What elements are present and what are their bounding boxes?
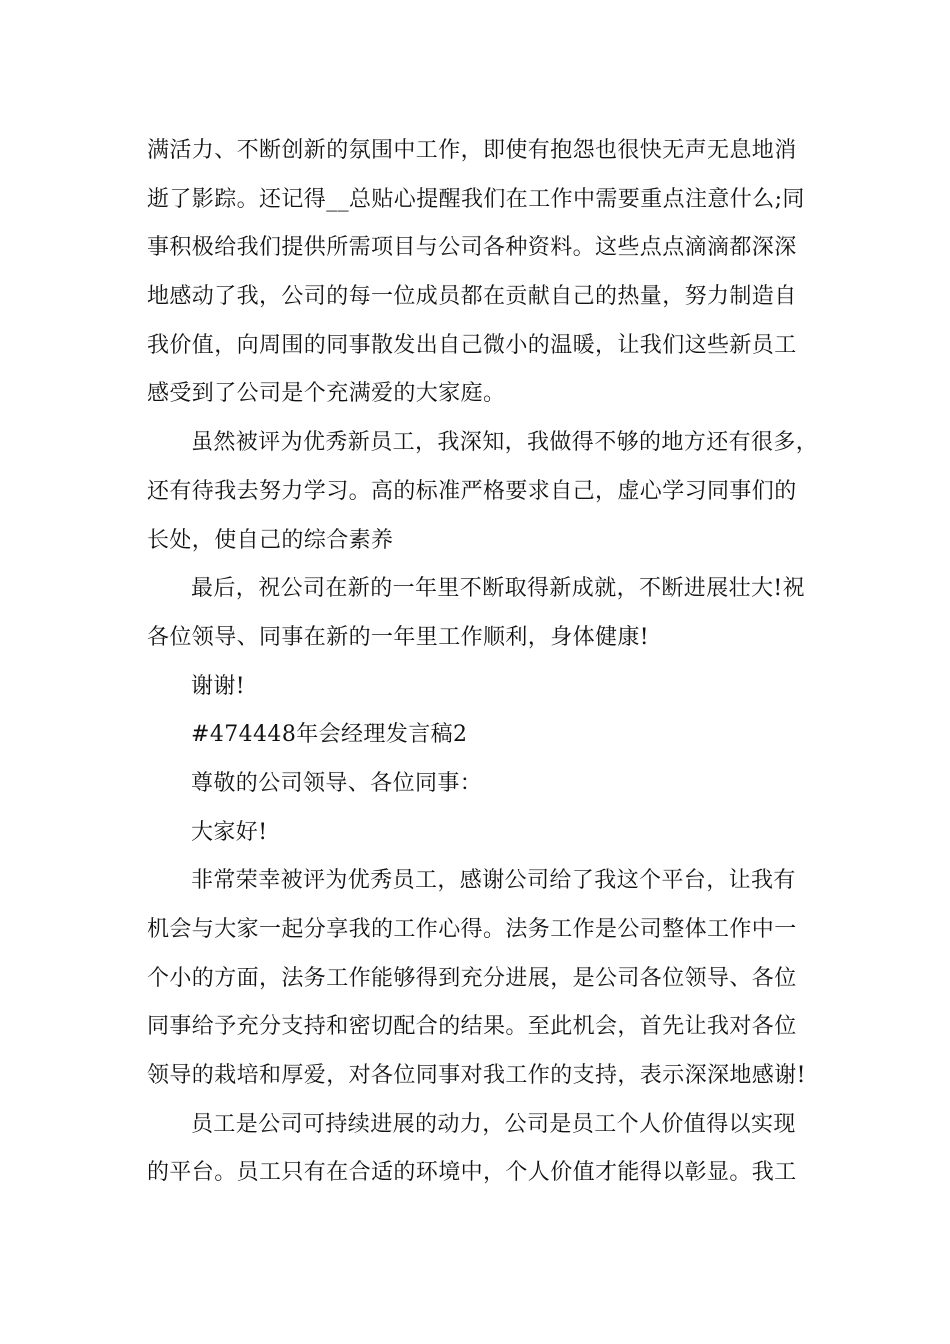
text-line: 最后，祝公司在新的一年里不断取得新成就，不断进展壮大!祝 bbox=[191, 576, 806, 602]
section-heading: #474448年会经理发言稿2 bbox=[191, 722, 468, 748]
text-line: 感受到了公司是个充满爱的大家庭。 bbox=[147, 381, 506, 407]
text-line: 机会与大家一起分享我的工作心得。法务工作是公司整体工作中一 bbox=[147, 917, 797, 942]
text-line: 的平台。员工只有在合适的环境中，个人价值才能得以彰显。我工 bbox=[147, 1160, 797, 1186]
text-line: 逝了影踪。还记得__总贴心提醒我们在工作中需要重点注意什么;同 bbox=[147, 186, 805, 212]
salutation: 尊敬的公司领导、各位同事： bbox=[191, 770, 483, 796]
text-line: 事积极给我们提供所需项目与公司各种资料。这些点点滴滴都深深 bbox=[147, 235, 797, 261]
text-line: 同事给予充分支持和密切配合的结果。至此机会，首先让我对各位 bbox=[147, 1014, 797, 1040]
text-line: 虽然被评为优秀新员工，我深知，我做得不够的地方还有很多， bbox=[191, 430, 819, 456]
text-line: 地感动了我，公司的每一位成员都在贡献自己的热量，努力制造自 bbox=[147, 284, 797, 310]
text-line: 个小的方面，法务工作能够得到充分进展，是公司各位领导、各位 bbox=[147, 965, 797, 991]
text-line: 领导的栽培和厚爱，对各位同事对我工作的支持，表示深深地感谢! bbox=[147, 1063, 806, 1089]
text-line: 我价值，向周围的同事散发出自己微小的温暖，让我们这些新员工 bbox=[147, 332, 797, 358]
text-line: 非常荣幸被评为优秀员工，感谢公司给了我这个平台，让我有 bbox=[191, 868, 796, 894]
text-line: 满活力、不断创新的氛围中工作，即使有抱怨也很快无声无息地消 bbox=[147, 138, 797, 163]
text-line: 还有待我去努力学习。高的标准严格要求自己，虚心学习同事们的 bbox=[147, 478, 797, 504]
greeting: 大家好! bbox=[191, 819, 268, 845]
text-line: 长处，使自己的综合素养 bbox=[147, 527, 394, 553]
text-line: 各位领导、同事在新的一年里工作顺利，身体健康! bbox=[147, 624, 650, 650]
closing-thanks: 谢谢! bbox=[191, 673, 246, 699]
text-line: 员工是公司可持续进展的动力，公司是员工个人价值得以实现 bbox=[191, 1111, 796, 1137]
document-body bbox=[147, 127, 827, 1198]
